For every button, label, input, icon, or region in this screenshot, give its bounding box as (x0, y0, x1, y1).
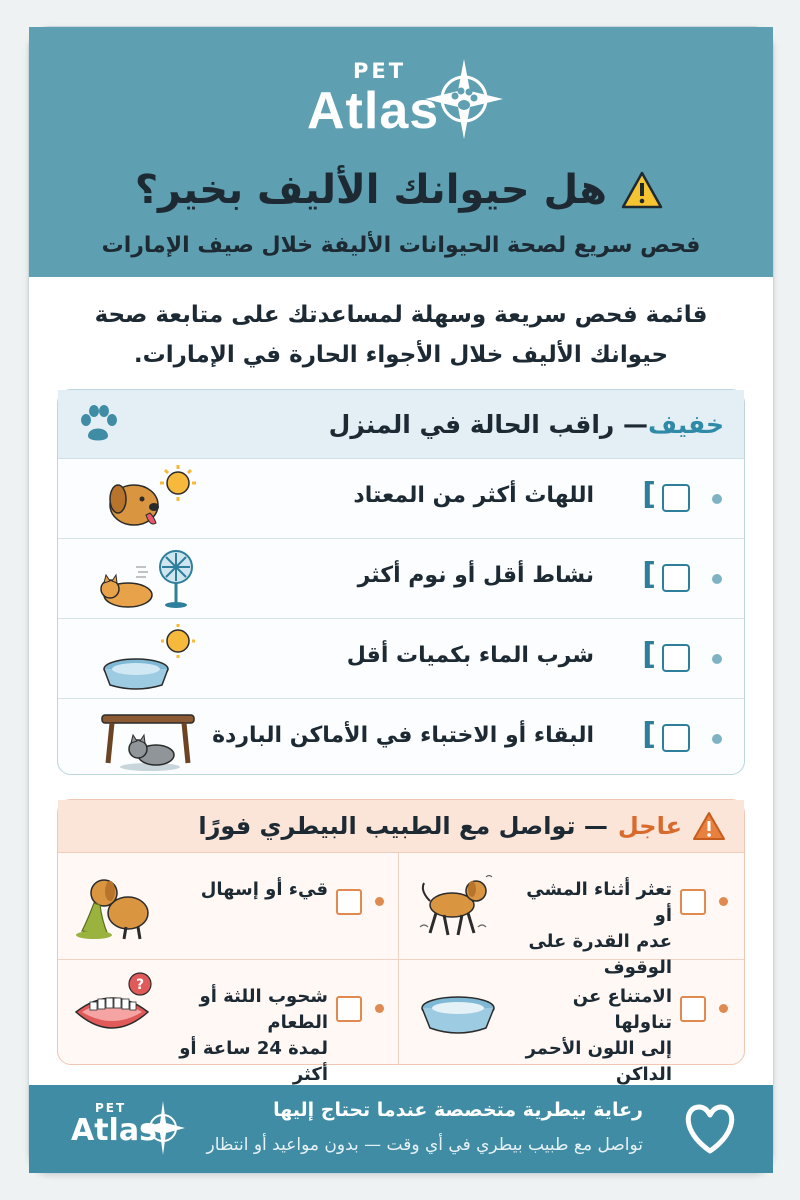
urgent-item (58, 960, 400, 1085)
bracket-mark: ] (642, 477, 656, 512)
urgent-item (402, 853, 744, 978)
warning-icon (621, 171, 663, 209)
footer-headline: رعاية بيطرية متخصصة عندما تحتاج إليها (273, 1099, 643, 1121)
mild-item-label: نشاط أقل أو نوم أكثر (357, 563, 594, 588)
checkbox[interactable] (662, 484, 690, 512)
urgent-item-label (168, 984, 328, 1088)
footer-subline: تواصل مع طبيب بيطري في أي وقت — بدون مواعيد أو انتظار (206, 1135, 643, 1155)
urgent-item (402, 960, 744, 1085)
header-banner (29, 27, 773, 277)
mild-section (57, 389, 745, 775)
bullet-dot (719, 1004, 728, 1013)
checklist-card (28, 26, 774, 1174)
urgent-section-header (58, 800, 744, 853)
urgent-heading-text: — تواصل مع الطبيب البيطري فورًا (198, 812, 608, 840)
intro-line-2: حيوانك الأليف خلال الأجواء الحارة في الإمارات. (133, 342, 669, 368)
sleeping-cat-fan-icon (98, 543, 198, 613)
bullet-dot (712, 654, 722, 664)
urgent-item-line: الامتناع عن تناولها (572, 986, 672, 1033)
mild-item (58, 699, 744, 778)
checkbox[interactable] (680, 889, 706, 915)
mild-section-header (58, 390, 744, 459)
urgent-item (58, 853, 400, 958)
bullet-dot (719, 897, 728, 906)
page-subtitle: فحص سريع لصحة الحيوانات الأليفة خلال صيف الإمارات (101, 233, 701, 258)
bullet-dot (375, 897, 384, 906)
bracket-mark: ] (642, 557, 656, 592)
footer-banner (29, 1085, 773, 1173)
urgent-item-line: عدم القدرة على الوقوف (528, 931, 672, 978)
heart-icon (683, 1103, 737, 1155)
intro-line-1: قائمة فحص سريعة وسهلة لمساعدتك على متابعة صحة (94, 302, 708, 328)
urgent-item-line: شحوب اللثة أو الطعام (199, 986, 328, 1033)
checkbox[interactable] (662, 724, 690, 752)
mild-item (58, 459, 744, 539)
mild-keyword: خفيف (648, 409, 724, 439)
logo-atlas-text: Atlas (307, 82, 440, 140)
urgent-item-line: إلى اللون الأحمر الداكن (525, 1038, 672, 1085)
bullet-dot (712, 574, 722, 584)
cat-under-table-icon (98, 703, 198, 773)
water-bowl-sun-icon (98, 623, 198, 693)
panting-dog-sun-icon (98, 463, 198, 533)
checkbox[interactable] (680, 996, 706, 1022)
checkbox[interactable] (662, 564, 690, 592)
logo-pet-text: PET (95, 1101, 127, 1115)
urgent-item-line: تعثر أثناء المشي أو (526, 879, 672, 926)
mild-item (58, 619, 744, 699)
stumbling-dog-icon (412, 861, 502, 951)
pet-atlas-logo (289, 41, 519, 161)
mild-item-label: اللهاث أكثر من المعتاد (353, 483, 594, 508)
title-row (135, 167, 663, 213)
mild-item-label: البقاء أو الاختباء في الأماكن الباردة (212, 723, 594, 748)
empty-bowl-icon (412, 968, 502, 1058)
mild-heading-text: — راقب الحالة في المنزل (328, 409, 648, 439)
warning-icon (692, 811, 726, 841)
mild-item-label: شرب الماء بكميات أقل (346, 643, 594, 668)
svg-text:?: ? (135, 977, 145, 993)
checkbox[interactable] (336, 889, 362, 915)
page-title: هل حيوانك الأليف بخير؟ (134, 167, 607, 213)
intro-text (89, 295, 713, 375)
urgent-item-label (168, 877, 328, 903)
bracket-mark: ] (642, 717, 656, 752)
urgent-keyword: عاجل (617, 812, 682, 840)
logo-atlas-text: Atlas (71, 1113, 157, 1148)
urgent-item-line: لمدة 24 ساعة أو أكثر (179, 1038, 328, 1085)
paw-icon (74, 400, 122, 448)
footer-logo (65, 1095, 185, 1165)
bullet-dot (712, 494, 722, 504)
urgent-grid (58, 853, 744, 1085)
bullet-dot (712, 734, 722, 744)
mild-item (58, 539, 744, 619)
gums-question-icon (68, 968, 158, 1058)
checkbox[interactable] (336, 996, 362, 1022)
checkbox[interactable] (662, 644, 690, 672)
bullet-dot (375, 1004, 384, 1013)
bracket-mark: ] (642, 637, 656, 672)
urgent-section (57, 799, 745, 1085)
logo-pet-text: PET (353, 59, 407, 83)
urgent-item-line: قيء أو إسهال (200, 879, 328, 900)
urgent-item-label (512, 984, 672, 1088)
vomiting-dog-icon (68, 861, 158, 951)
